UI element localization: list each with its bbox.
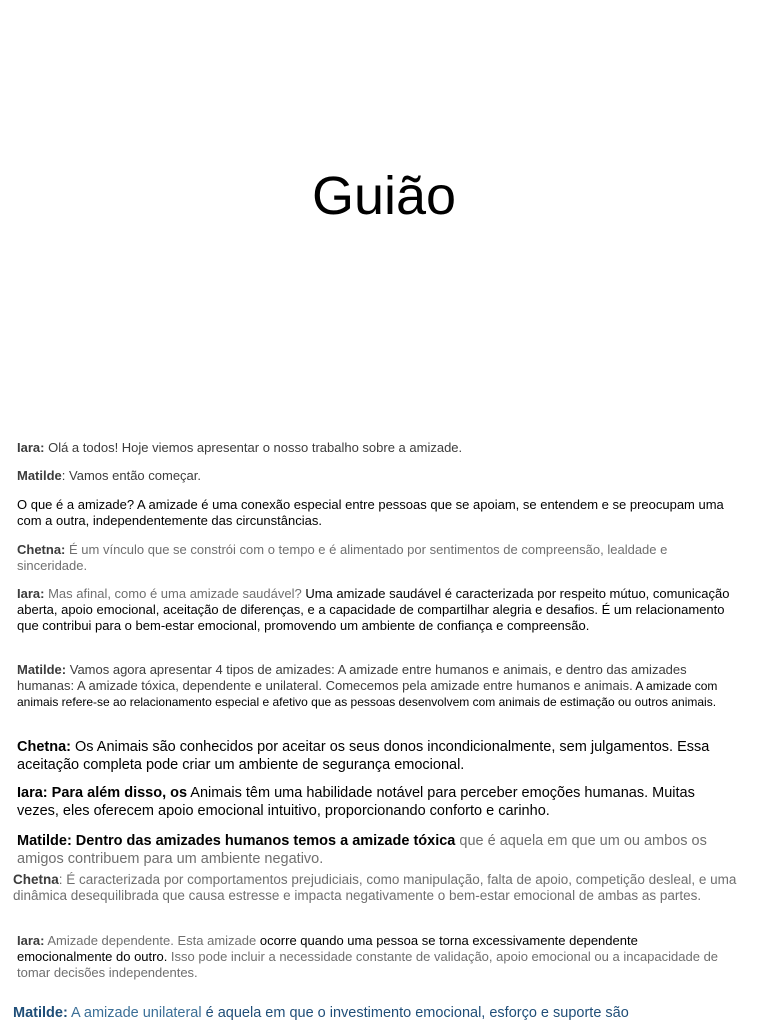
paragraph-chetna-1 xyxy=(17,542,732,574)
paragraph-iara-3 xyxy=(17,784,732,820)
paragraph-chetna-2 xyxy=(17,738,732,774)
paragraph-iara-4 xyxy=(17,933,732,981)
paragraph-text: ocorre quando uma pessoa se torna excessivamente dependente emocionalmente do outro. xyxy=(17,933,638,964)
speaker-label: Matilde: xyxy=(17,662,67,677)
paragraph-text: é aquela em que o investimento emocional, esforço e suporte são xyxy=(205,1005,629,1021)
paragraph-text: Vamos agora apresentar 4 tipos de amizades: A amizade entre humanos e animais, e dentro das amizades humanas: A amizade tóxica, dependente e unilateral. Comecemos pela amizade entre humanos e animais. xyxy=(17,662,687,693)
paragraph-text: Isso pode incluir a necessidade constante de validação, apoio emocional ou a incapacidade de tomar decisões independentes. xyxy=(17,949,719,980)
paragraph-matilde-3 xyxy=(17,832,732,868)
speaker-label: Iara: xyxy=(17,933,45,948)
paragraph-text: Olá a todos! Hoje viemos apresentar o nosso trabalho sobre a amizade. xyxy=(44,440,463,455)
speaker-label: Matilde xyxy=(17,468,62,483)
speaker-label: Matilde: Dentro das amizades humanos temos a amizade tóxica xyxy=(17,833,456,849)
speaker-label: Matilde: xyxy=(13,1005,68,1021)
paragraph-definition: O que é a amizade? A amizade é uma conexão especial entre pessoas que se apoiam, se entendem e se preocupam uma com a outra, independentemente das circunstâncias. xyxy=(17,497,724,528)
speaker-label: Iara: Para além disso, os xyxy=(17,785,188,801)
paragraph-text: Animais têm uma habilidade notável para perceber emoções humanas. Muitas vezes, eles oferecem apoio emocional intuitivo, proporcionando conforto e carinho. xyxy=(17,785,695,819)
paragraph-text: Uma amizade saudável é caracterizada por respeito mútuo, comunicação aberta, apoio emocional, aceitação de diferenças, e a capacidade de compartilhar alegria e desafios. É um relacionamento que contribui para o bem-estar emocional, promovendo um ambiente de confiança e compreensão. xyxy=(17,586,730,633)
paragraph-iara-1 xyxy=(17,440,732,456)
speaker-label: Iara: xyxy=(17,586,45,601)
paragraph-matilde-2 xyxy=(17,662,732,710)
document-title: Guião xyxy=(311,166,457,226)
paragraph-text: Os Animais são conhecidos por aceitar os seus donos incondicionalmente, sem julgamentos. Essa aceitação completa pode criar um ambiente de segurança emocional. xyxy=(17,739,710,773)
speaker-label: Chetna xyxy=(13,872,59,887)
speaker-label: Iara: xyxy=(17,440,45,455)
paragraph-text: Mas afinal, como é uma amizade saudável? xyxy=(44,586,306,601)
paragraph-text: : É caracterizada por comportamentos prejudiciais, como manipulação, falta de apoio, competição desleal, e uma dinâmica desequilibrada que causa estresse e impacta negativamente o bem-estar emocional de ambas as partes. xyxy=(13,872,737,903)
paragraph-small-text: A amizade com animais refere-se ao relacionamento especial e afetivo que as pessoas desenvolvem com animais de estimação ou outros animais. xyxy=(17,679,718,709)
paragraph-text: : Vamos então começar. xyxy=(61,468,202,483)
speaker-label: Chetna: xyxy=(17,542,66,557)
paragraph-text: Amizade dependente. Esta amizade xyxy=(44,933,260,948)
paragraph-iara-2 xyxy=(17,586,732,634)
speaker-label: Chetna: xyxy=(17,739,71,755)
paragraph-matilde-1 xyxy=(17,468,732,484)
paragraph-text: É um vínculo que se constrói com o tempo e é alimentado por sentimentos de compreensão, lealdade e sinceridade. xyxy=(17,542,668,573)
paragraph-text: que é aquela em que um ou ambos os amigos contribuem para um ambiente negativo. xyxy=(17,833,707,867)
paragraph-chetna-3 xyxy=(13,872,743,904)
paragraph-text: A amizade unilateral xyxy=(67,1005,206,1021)
paragraph-matilde-4 xyxy=(13,1004,728,1022)
